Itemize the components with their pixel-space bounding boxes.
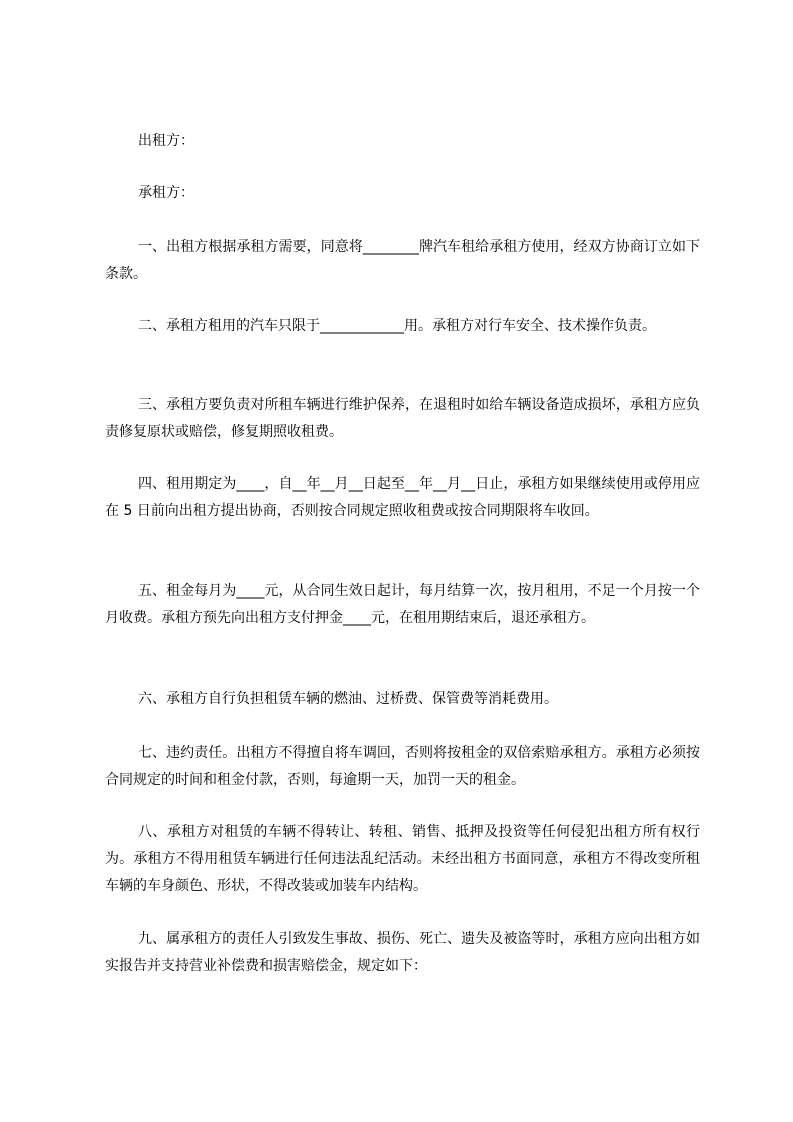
clause-5: 五、租金每月为____元，从合同生效日起计，每月结算一次，按月租用，不足一个月按一个月收费。承租方预先向出租方支付押金____元，在租用期结束后，退还承租方。	[105, 583, 700, 626]
clause-9: 九、属承租方的责任人引致发生事故、损伤、死亡、遗失及被盗等时，承租方应向出租方如实报告并支持营业补偿费和损害赔偿金，规定如下：	[105, 931, 700, 974]
clause-1: 一、出租方根据承租方需要，同意将________牌汽车租给承租方使用，经双方协商订立如下条款。	[105, 239, 700, 282]
clause-2: 二、承租方租用的汽车只限于____________用。承租方对行车安全、技术操作负责。	[138, 318, 656, 334]
clause-3: 三、承租方要负责对所租车辆进行维护保养，在退租时如给车辆设备造成损坏，承租方应负责修复原状或赔偿，修复期照收租费。	[105, 397, 700, 440]
clause-8: 八、承租方对租赁的车辆不得转让、转租、销售、抵押及投资等任何侵犯出租方所有权行为。承租方不得用租赁车辆进行任何违法乱纪活动。未经出租方书面同意，承租方不得改变所租车辆的车身颜色、形状，不得改装或加装车内结构。	[105, 824, 700, 894]
clause-7: 七、违约责任。出租方不得擅自将车调回，否则将按租金的双倍索赔承租方。承租方必须按合同规定的时间和租金付款，否则，每逾期一天，加罚一天的租金。	[105, 745, 700, 788]
lessee-label: 承租方：	[138, 185, 194, 201]
clause-6: 六、承租方自行负担租赁车辆的燃油、过桥费、保管费等消耗费用。	[138, 691, 558, 707]
clause-4: 四、租用期定为____，自__年__月__日起至__年__月__日止，承租方如果继续使用或停用应在 5 日前向出租方提出协商，否则按合同规定照收租费或按合同期限将车收回。	[105, 476, 700, 519]
lessor-label: 出租方：	[138, 133, 194, 149]
